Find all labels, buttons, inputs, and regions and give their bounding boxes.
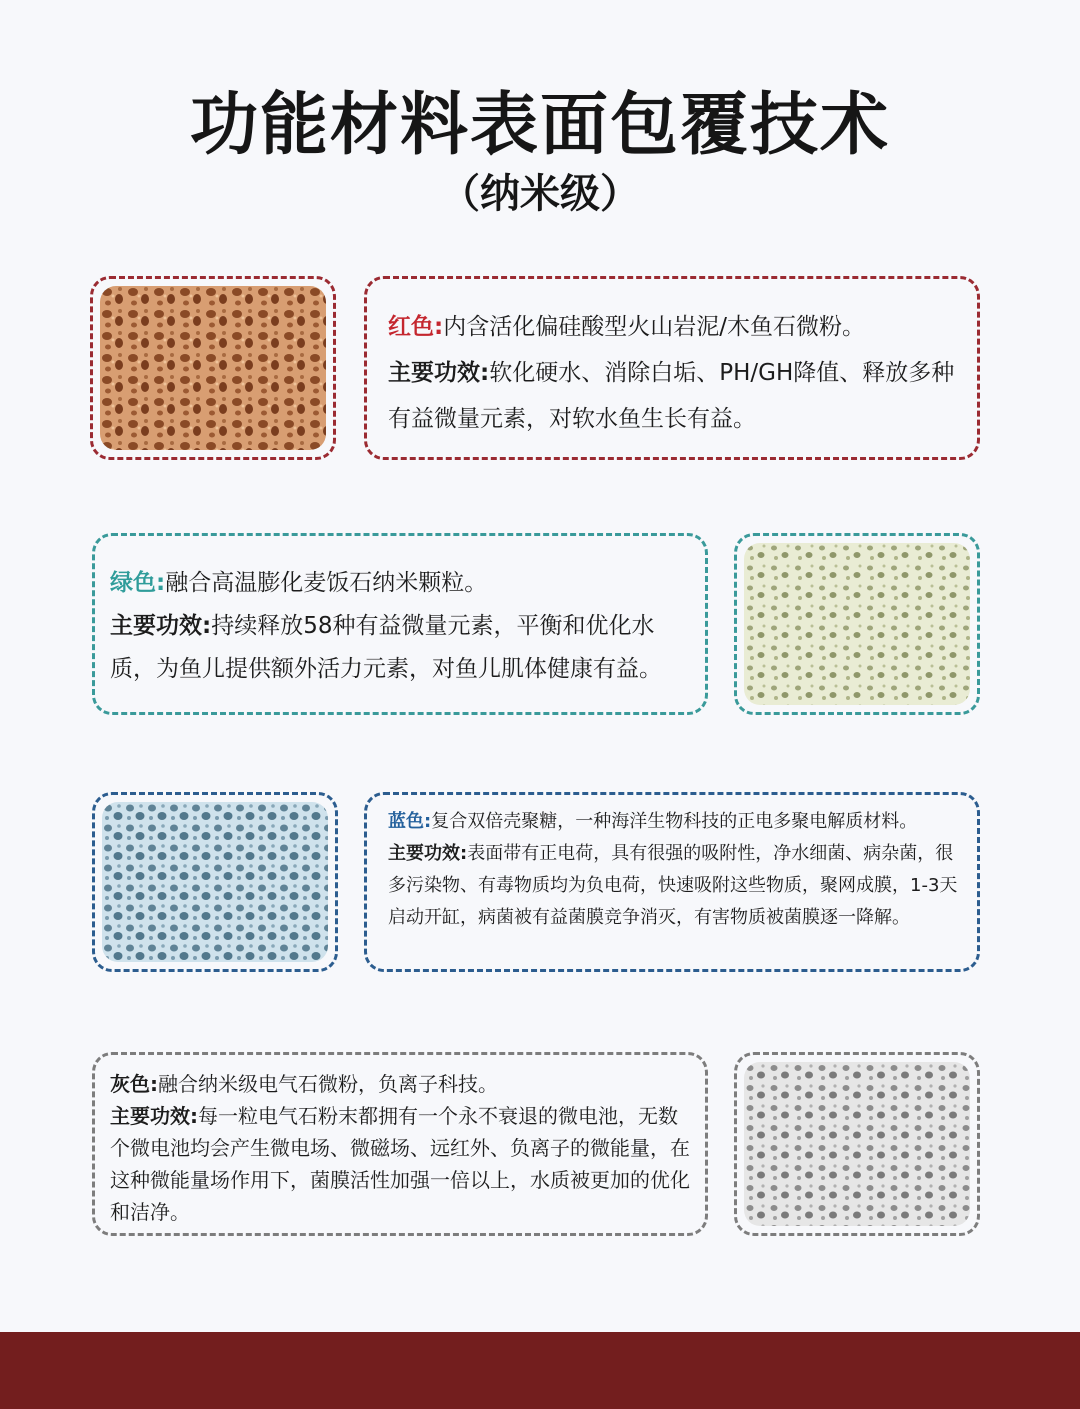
color-text: 内含活化偏硅酸型火山岩泥/木鱼石微粉。 bbox=[443, 314, 865, 340]
effect-text: 表面带有正电荷，具有很强的吸附性，净水细菌、病杂菌，很多污染物、有毒物质均为负电荷，快速吸附这些物质，聚网成膜，1-3天启动开缸，病菌被有益菌膜竞争消灭，有害物质被菌膜逐一降解。 bbox=[388, 843, 958, 928]
red-volcanic-material-image bbox=[100, 286, 326, 450]
blue-chitosan-image bbox=[102, 802, 328, 962]
color-text: 融合高温膨化麦饭石纳米颗粒。 bbox=[165, 570, 488, 596]
effect-label: 主要功效: bbox=[110, 613, 212, 639]
color-label: 灰色: bbox=[110, 1072, 158, 1096]
effect-label: 主要功效: bbox=[110, 1104, 198, 1128]
page-subtitle: （纳米级） bbox=[440, 171, 640, 217]
gray-tourmaline-image bbox=[744, 1062, 970, 1226]
description-text-gray bbox=[110, 1068, 696, 1228]
effect-text: 每一粒电气石粉末都拥有一个永不衰退的微电池，无数个微电池均会产生微电场、微磁场、远红外、负离子的微能量，在这种微能量场作用下，菌膜活性加强一倍以上，水质被更加的优化和洁净。 bbox=[110, 1104, 690, 1224]
effect-text: 软化硬水、消除白垢、PH/GH降值、释放多种有益微量元素，对软水鱼生长有益。 bbox=[388, 360, 955, 432]
color-text: 复合双倍壳聚糖，一种海洋生物科技的正电多聚电解质材料。 bbox=[431, 811, 918, 832]
description-text-blue bbox=[388, 806, 966, 934]
green-maifan-stone-image bbox=[744, 543, 970, 705]
color-label: 红色: bbox=[388, 314, 444, 340]
footer-bar bbox=[0, 1332, 1080, 1409]
description-text-red bbox=[388, 304, 962, 442]
page-title: 功能材料表面包覆技术 bbox=[189, 86, 890, 165]
color-label: 蓝色: bbox=[388, 811, 432, 832]
effect-label: 主要功效: bbox=[388, 360, 490, 386]
effect-label: 主要功效: bbox=[388, 843, 468, 864]
color-text: 融合纳米级电气石微粉，负离子科技。 bbox=[158, 1072, 498, 1096]
description-text-green bbox=[110, 562, 694, 691]
color-label: 绿色: bbox=[110, 570, 166, 596]
effect-text: 持续释放58种有益微量元素，平衡和优化水质，为鱼儿提供额外活力元素，对鱼儿肌体健康有益。 bbox=[110, 613, 662, 682]
